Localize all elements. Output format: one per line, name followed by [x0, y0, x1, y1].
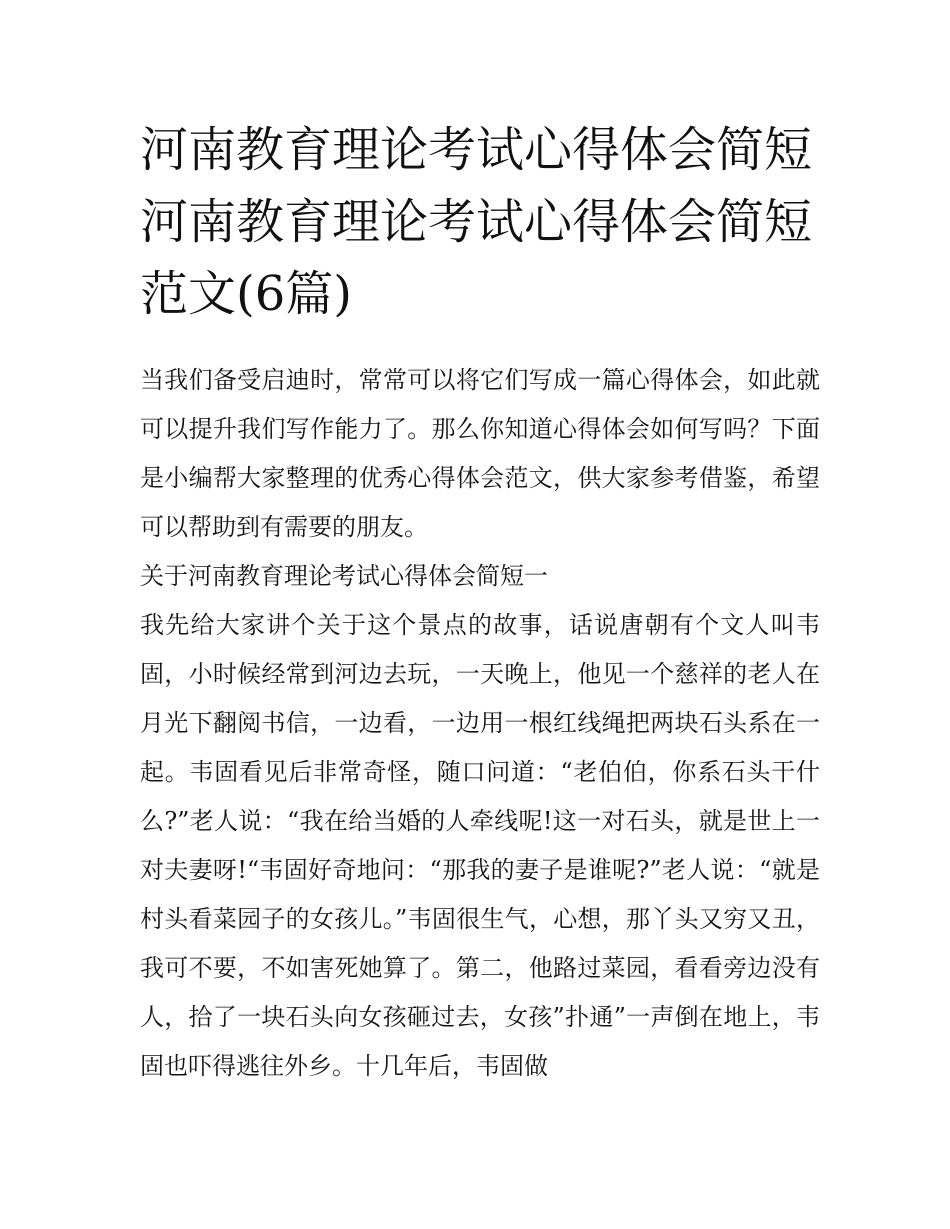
document-body — [140, 356, 820, 1091]
document-title: 河南教育理论考试心得体会简短 河南教育理论考试心得体会简短范文(6篇) — [140, 122, 813, 322]
section-heading: 关于河南教育理论考试心得体会简短一 — [140, 562, 548, 590]
intro-paragraph: 当我们备受启迪时，常常可以将它们写成一篇心得体会，如此就可以提升我们写作能力了。那么你知道心得体会如何写吗？下面是小编帮大家整理的优秀心得体会范文，供大家参考借鉴，希望可以帮助到有需要的朋友。 — [140, 366, 820, 541]
section-paragraph: 我先给大家讲个关于这个景点的故事，话说唐朝有个文人叫韦固，小时候经常到河边去玩，一天晚上，他见一个慈祥的老人在月光下翻阅书信，一边看，一边用一根红线绳把两块石头系在一起。韦固看见后非常奇怪，随口问道：“老伯伯，你系石头干什么?”老人说：“我在给当婚的人牵线呢!这一对石头，就是世上一对夫妻呀!“韦固好奇地问：“那我的妻子是谁呢?”老人说：“就是村头看菜园子的女孩儿。”韦固很生气，心想，那丫头又穷又丑，我可不要，不如害死她算了。第二，他路过菜园，看看旁边没有人，拾了一块石头向女孩砸过去，女孩”扑通”一声倒在地上，韦固也吓得逃往外乡。十几年后，韦固做 — [140, 611, 820, 1080]
